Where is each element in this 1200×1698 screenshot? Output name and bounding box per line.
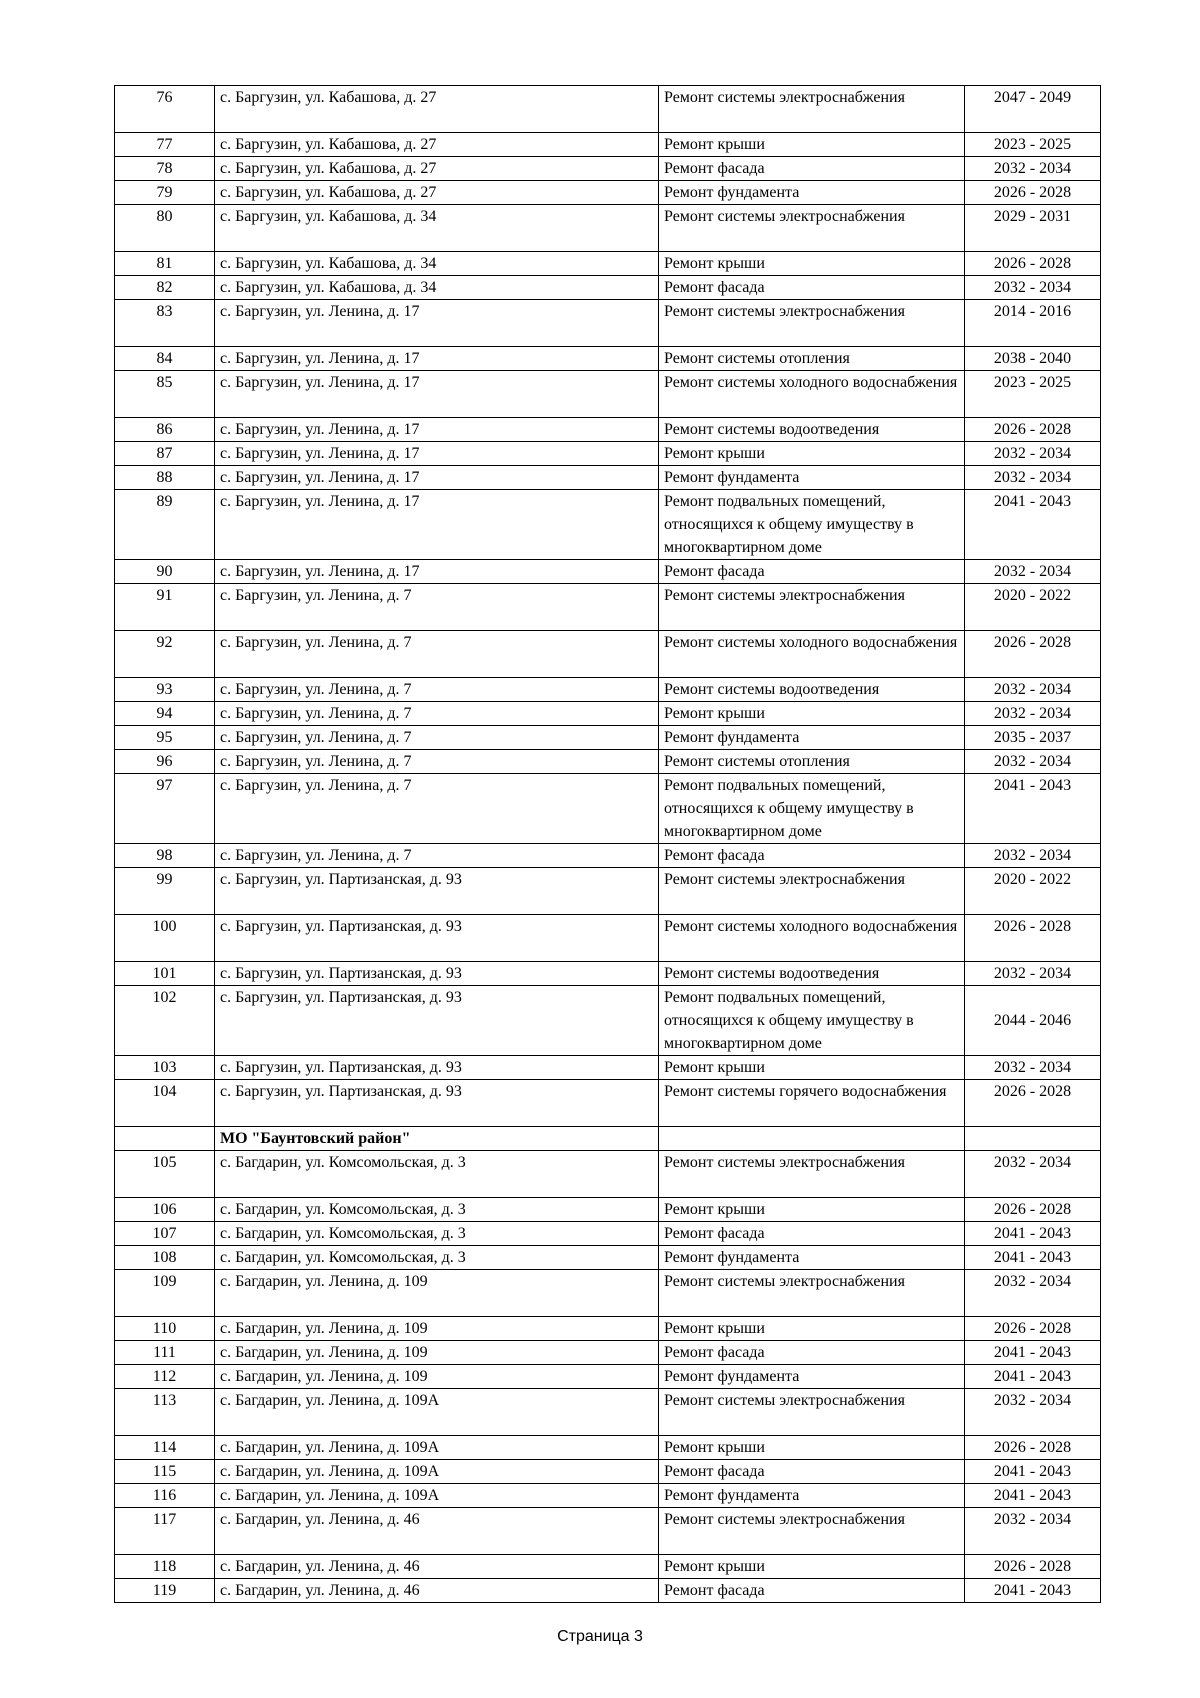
table-row <box>115 1365 1101 1389</box>
table-row <box>115 1484 1101 1508</box>
row-number-cell: 90 <box>115 560 215 584</box>
work-type-cell: Ремонт системы отопления <box>659 347 965 371</box>
row-number-cell: 112 <box>115 1365 215 1389</box>
work-type-cell: Ремонт крыши <box>659 1436 965 1460</box>
table-row <box>115 560 1101 584</box>
row-number-cell: 110 <box>115 1317 215 1341</box>
row-number-cell: 102 <box>115 986 215 1056</box>
row-number-cell: 86 <box>115 418 215 442</box>
period-cell: 2032 - 2034 <box>965 844 1101 868</box>
table-row <box>115 133 1101 157</box>
period-cell: 2026 - 2028 <box>965 1198 1101 1222</box>
table-row <box>115 371 1101 418</box>
row-number-cell: 101 <box>115 962 215 986</box>
address-cell: с. Баргузин, ул. Кабашова, д. 27 <box>215 133 659 157</box>
table-row <box>115 774 1101 844</box>
period-cell: 2026 - 2028 <box>965 631 1101 678</box>
period-cell: 2041 - 2043 <box>965 1579 1101 1603</box>
work-type-cell: Ремонт фасада <box>659 1222 965 1246</box>
period-cell: 2041 - 2043 <box>965 1341 1101 1365</box>
table-row <box>115 1389 1101 1436</box>
address-cell: с. Баргузин, ул. Ленина, д. 17 <box>215 490 659 560</box>
address-cell: с. Баргузин, ул. Кабашова, д. 34 <box>215 205 659 252</box>
table-row <box>115 347 1101 371</box>
work-type-cell: Ремонт системы отопления <box>659 750 965 774</box>
period-cell: 2026 - 2028 <box>965 1317 1101 1341</box>
address-cell: с. Багдарин, ул. Ленина, д. 109 <box>215 1270 659 1317</box>
period-cell: 2038 - 2040 <box>965 347 1101 371</box>
table-row <box>115 1341 1101 1365</box>
row-number-cell: 93 <box>115 678 215 702</box>
table-row <box>115 442 1101 466</box>
address-cell: с. Баргузин, ул. Партизанская, д. 93 <box>215 986 659 1056</box>
address-cell: с. Багдарин, ул. Ленина, д. 46 <box>215 1508 659 1555</box>
row-number-cell: 98 <box>115 844 215 868</box>
row-number-cell: 80 <box>115 205 215 252</box>
row-number-cell: 103 <box>115 1056 215 1080</box>
address-cell: с. Баргузин, ул. Партизанская, д. 93 <box>215 915 659 962</box>
work-type-cell: Ремонт фасада <box>659 276 965 300</box>
address-cell: с. Багдарин, ул. Ленина, д. 109 <box>215 1365 659 1389</box>
row-number-cell: 92 <box>115 631 215 678</box>
table-row <box>115 726 1101 750</box>
period-cell: 2026 - 2028 <box>965 1436 1101 1460</box>
section-header-row <box>115 1127 1101 1151</box>
table-row <box>115 276 1101 300</box>
table-row <box>115 844 1101 868</box>
address-cell: с. Баргузин, ул. Ленина, д. 7 <box>215 584 659 631</box>
work-type-cell: Ремонт подвальных помещений, относящихся к общему имуществу в многоквартирном доме <box>659 774 965 844</box>
row-number-cell: 119 <box>115 1579 215 1603</box>
work-type-cell: Ремонт крыши <box>659 442 965 466</box>
period-cell: 2041 - 2043 <box>965 490 1101 560</box>
table-body <box>115 86 1101 1603</box>
address-cell: с. Баргузин, ул. Ленина, д. 7 <box>215 631 659 678</box>
work-type-cell: Ремонт крыши <box>659 1555 965 1579</box>
work-type-cell: Ремонт системы электроснабжения <box>659 205 965 252</box>
work-type-cell: Ремонт фундамента <box>659 466 965 490</box>
address-cell: с. Багдарин, ул. Ленина, д. 109А <box>215 1436 659 1460</box>
table-row <box>115 915 1101 962</box>
table-row <box>115 1151 1101 1198</box>
period-cell: 2026 - 2028 <box>965 1080 1101 1127</box>
address-cell: с. Багдарин, ул. Ленина, д. 109А <box>215 1389 659 1436</box>
work-type-cell: Ремонт системы водоотведения <box>659 418 965 442</box>
address-cell: с. Багдарин, ул. Комсомольская, д. 3 <box>215 1246 659 1270</box>
table-row <box>115 962 1101 986</box>
period-cell: 2041 - 2043 <box>965 1460 1101 1484</box>
row-number-cell: 109 <box>115 1270 215 1317</box>
work-type-cell: Ремонт системы электроснабжения <box>659 1151 965 1198</box>
work-type-cell: Ремонт крыши <box>659 1317 965 1341</box>
period-cell <box>965 1127 1101 1151</box>
table-row <box>115 86 1101 133</box>
period-cell: 2041 - 2043 <box>965 1246 1101 1270</box>
work-type-cell: Ремонт фундамента <box>659 1365 965 1389</box>
row-number-cell: 77 <box>115 133 215 157</box>
work-type-cell <box>659 1127 965 1151</box>
work-type-cell: Ремонт фундамента <box>659 181 965 205</box>
address-cell: с. Багдарин, ул. Комсомольская, д. 3 <box>215 1222 659 1246</box>
address-cell: с. Багдарин, ул. Ленина, д. 46 <box>215 1555 659 1579</box>
address-cell: с. Баргузин, ул. Ленина, д. 7 <box>215 844 659 868</box>
row-number-cell: 113 <box>115 1389 215 1436</box>
period-cell: 2026 - 2028 <box>965 915 1101 962</box>
period-cell: 2032 - 2034 <box>965 678 1101 702</box>
row-number-cell: 108 <box>115 1246 215 1270</box>
address-cell: с. Багдарин, ул. Ленина, д. 109 <box>215 1317 659 1341</box>
work-type-cell: Ремонт крыши <box>659 133 965 157</box>
address-cell: с. Баргузин, ул. Кабашова, д. 27 <box>215 86 659 133</box>
row-number-cell: 81 <box>115 252 215 276</box>
work-type-cell: Ремонт системы холодного водоснабжения <box>659 631 965 678</box>
address-cell: с. Баргузин, ул. Ленина, д. 7 <box>215 726 659 750</box>
address-cell: с. Баргузин, ул. Ленина, д. 17 <box>215 560 659 584</box>
period-cell: 2020 - 2022 <box>965 868 1101 915</box>
work-type-cell: Ремонт фасада <box>659 1341 965 1365</box>
work-type-cell: Ремонт системы электроснабжения <box>659 868 965 915</box>
row-number-cell: 106 <box>115 1198 215 1222</box>
work-type-cell: Ремонт крыши <box>659 1198 965 1222</box>
period-cell: 2032 - 2034 <box>965 560 1101 584</box>
row-number-cell: 82 <box>115 276 215 300</box>
address-cell: с. Баргузин, ул. Кабашова, д. 34 <box>215 252 659 276</box>
work-type-cell: Ремонт системы холодного водоснабжения <box>659 915 965 962</box>
table-row <box>115 631 1101 678</box>
period-cell: 2020 - 2022 <box>965 584 1101 631</box>
period-cell: 2032 - 2034 <box>965 157 1101 181</box>
repair-schedule-table <box>114 85 1101 1603</box>
period-cell: 2041 - 2043 <box>965 774 1101 844</box>
row-number-cell: 105 <box>115 1151 215 1198</box>
period-cell: 2014 - 2016 <box>965 300 1101 347</box>
address-cell: с. Баргузин, ул. Кабашова, д. 34 <box>215 276 659 300</box>
row-number-cell: 85 <box>115 371 215 418</box>
address-cell: с. Баргузин, ул. Ленина, д. 17 <box>215 442 659 466</box>
table-row <box>115 1436 1101 1460</box>
work-type-cell: Ремонт крыши <box>659 702 965 726</box>
period-cell: 2023 - 2025 <box>965 371 1101 418</box>
address-cell: с. Багдарин, ул. Ленина, д. 46 <box>215 1579 659 1603</box>
table-row <box>115 1579 1101 1603</box>
table-row <box>115 1317 1101 1341</box>
period-cell: 2032 - 2034 <box>965 962 1101 986</box>
row-number-cell: 97 <box>115 774 215 844</box>
period-cell: 2026 - 2028 <box>965 252 1101 276</box>
period-cell: 2041 - 2043 <box>965 1222 1101 1246</box>
period-cell: 2026 - 2028 <box>965 1555 1101 1579</box>
row-number-cell: 118 <box>115 1555 215 1579</box>
address-cell: с. Баргузин, ул. Партизанская, д. 93 <box>215 868 659 915</box>
work-type-cell: Ремонт системы электроснабжения <box>659 1270 965 1317</box>
section-title: МО "Баунтовский район" <box>215 1127 659 1151</box>
period-cell: 2026 - 2028 <box>965 181 1101 205</box>
table-row <box>115 702 1101 726</box>
row-number-cell: 94 <box>115 702 215 726</box>
address-cell: с. Баргузин, ул. Партизанская, д. 93 <box>215 1056 659 1080</box>
row-number-cell: 79 <box>115 181 215 205</box>
address-cell: с. Баргузин, ул. Ленина, д. 7 <box>215 678 659 702</box>
row-number-cell: 96 <box>115 750 215 774</box>
table-row <box>115 300 1101 347</box>
work-type-cell: Ремонт крыши <box>659 252 965 276</box>
work-type-cell: Ремонт фасада <box>659 1579 965 1603</box>
address-cell: с. Баргузин, ул. Ленина, д. 7 <box>215 702 659 726</box>
table-row <box>115 1460 1101 1484</box>
period-cell: 2041 - 2043 <box>965 1484 1101 1508</box>
table-row <box>115 868 1101 915</box>
work-type-cell: Ремонт системы водоотведения <box>659 962 965 986</box>
work-type-cell: Ремонт системы электроснабжения <box>659 584 965 631</box>
address-cell: с. Баргузин, ул. Ленина, д. 17 <box>215 371 659 418</box>
address-cell: с. Баргузин, ул. Ленина, д. 17 <box>215 300 659 347</box>
work-type-cell: Ремонт фундамента <box>659 1484 965 1508</box>
address-cell: с. Багдарин, ул. Ленина, д. 109А <box>215 1484 659 1508</box>
table-row <box>115 157 1101 181</box>
table-row <box>115 252 1101 276</box>
address-cell: с. Багдарин, ул. Комсомольская, д. 3 <box>215 1151 659 1198</box>
period-cell: 2029 - 2031 <box>965 205 1101 252</box>
table-row <box>115 490 1101 560</box>
period-cell: 2047 - 2049 <box>965 86 1101 133</box>
row-number-cell: 83 <box>115 300 215 347</box>
table-row <box>115 1555 1101 1579</box>
period-cell: 2044 - 2046 <box>965 986 1101 1056</box>
row-number-cell: 76 <box>115 86 215 133</box>
work-type-cell: Ремонт крыши <box>659 1056 965 1080</box>
table-row <box>115 1508 1101 1555</box>
row-number-cell: 117 <box>115 1508 215 1555</box>
row-number-cell: 87 <box>115 442 215 466</box>
address-cell: с. Баргузин, ул. Ленина, д. 7 <box>215 774 659 844</box>
work-type-cell: Ремонт фасада <box>659 157 965 181</box>
row-number-cell: 88 <box>115 466 215 490</box>
period-cell: 2032 - 2034 <box>965 1151 1101 1198</box>
address-cell: с. Баргузин, ул. Ленина, д. 17 <box>215 466 659 490</box>
table-row <box>115 418 1101 442</box>
work-type-cell: Ремонт фасада <box>659 560 965 584</box>
period-cell: 2026 - 2028 <box>965 418 1101 442</box>
address-cell: с. Баргузин, ул. Ленина, д. 17 <box>215 418 659 442</box>
row-number-cell: 78 <box>115 157 215 181</box>
address-cell: с. Багдарин, ул. Ленина, д. 109 <box>215 1341 659 1365</box>
table-row <box>115 1246 1101 1270</box>
row-number-cell: 84 <box>115 347 215 371</box>
work-type-cell: Ремонт системы электроснабжения <box>659 1508 965 1555</box>
table-row <box>115 986 1101 1056</box>
table-row <box>115 750 1101 774</box>
work-type-cell: Ремонт системы электроснабжения <box>659 1389 965 1436</box>
table-row <box>115 678 1101 702</box>
period-cell: 2032 - 2034 <box>965 750 1101 774</box>
work-type-cell: Ремонт фасада <box>659 1460 965 1484</box>
row-number-cell: 91 <box>115 584 215 631</box>
row-number-cell: 116 <box>115 1484 215 1508</box>
table-row <box>115 466 1101 490</box>
work-type-cell: Ремонт фундамента <box>659 1246 965 1270</box>
table-row <box>115 1222 1101 1246</box>
address-cell: с. Баргузин, ул. Кабашова, д. 27 <box>215 157 659 181</box>
period-cell: 2041 - 2043 <box>965 1365 1101 1389</box>
address-cell: с. Багдарин, ул. Комсомольская, д. 3 <box>215 1198 659 1222</box>
period-cell: 2032 - 2034 <box>965 466 1101 490</box>
table-row <box>115 1056 1101 1080</box>
work-type-cell: Ремонт подвальных помещений, относящихся к общему имуществу в многоквартирном доме <box>659 490 965 560</box>
period-cell: 2032 - 2034 <box>965 442 1101 466</box>
table-row <box>115 1198 1101 1222</box>
row-number-cell: 99 <box>115 868 215 915</box>
row-number-cell: 111 <box>115 1341 215 1365</box>
address-cell: с. Баргузин, ул. Партизанская, д. 93 <box>215 1080 659 1127</box>
work-type-cell: Ремонт системы горячего водоснабжения <box>659 1080 965 1127</box>
address-cell: с. Баргузин, ул. Партизанская, д. 93 <box>215 962 659 986</box>
period-cell: 2035 - 2037 <box>965 726 1101 750</box>
row-number-cell: 115 <box>115 1460 215 1484</box>
work-type-cell: Ремонт системы электроснабжения <box>659 86 965 133</box>
work-type-cell: Ремонт фасада <box>659 844 965 868</box>
work-type-cell: Ремонт системы водоотведения <box>659 678 965 702</box>
period-cell: 2032 - 2034 <box>965 1389 1101 1436</box>
row-number-cell: 95 <box>115 726 215 750</box>
work-type-cell: Ремонт подвальных помещений, относящихся к общему имуществу в многоквартирном доме <box>659 986 965 1056</box>
table-row <box>115 181 1101 205</box>
work-type-cell: Ремонт системы холодного водоснабжения <box>659 371 965 418</box>
period-cell: 2032 - 2034 <box>965 1508 1101 1555</box>
row-number-cell <box>115 1127 215 1151</box>
row-number-cell: 114 <box>115 1436 215 1460</box>
table-row <box>115 205 1101 252</box>
period-cell: 2032 - 2034 <box>965 702 1101 726</box>
table-row <box>115 1080 1101 1127</box>
row-number-cell: 107 <box>115 1222 215 1246</box>
period-cell: 2032 - 2034 <box>965 1270 1101 1317</box>
address-cell: с. Багдарин, ул. Ленина, д. 109А <box>215 1460 659 1484</box>
period-cell: 2032 - 2034 <box>965 276 1101 300</box>
work-type-cell: Ремонт фундамента <box>659 726 965 750</box>
table-row <box>115 584 1101 631</box>
row-number-cell: 100 <box>115 915 215 962</box>
address-cell: с. Баргузин, ул. Кабашова, д. 27 <box>215 181 659 205</box>
work-type-cell: Ремонт системы электроснабжения <box>659 300 965 347</box>
row-number-cell: 89 <box>115 490 215 560</box>
table-row <box>115 1270 1101 1317</box>
row-number-cell: 104 <box>115 1080 215 1127</box>
page-number: Страница 3 <box>557 1628 643 1645</box>
period-cell: 2023 - 2025 <box>965 133 1101 157</box>
period-cell: 2032 - 2034 <box>965 1056 1101 1080</box>
address-cell: с. Баргузин, ул. Ленина, д. 7 <box>215 750 659 774</box>
address-cell: с. Баргузин, ул. Ленина, д. 17 <box>215 347 659 371</box>
